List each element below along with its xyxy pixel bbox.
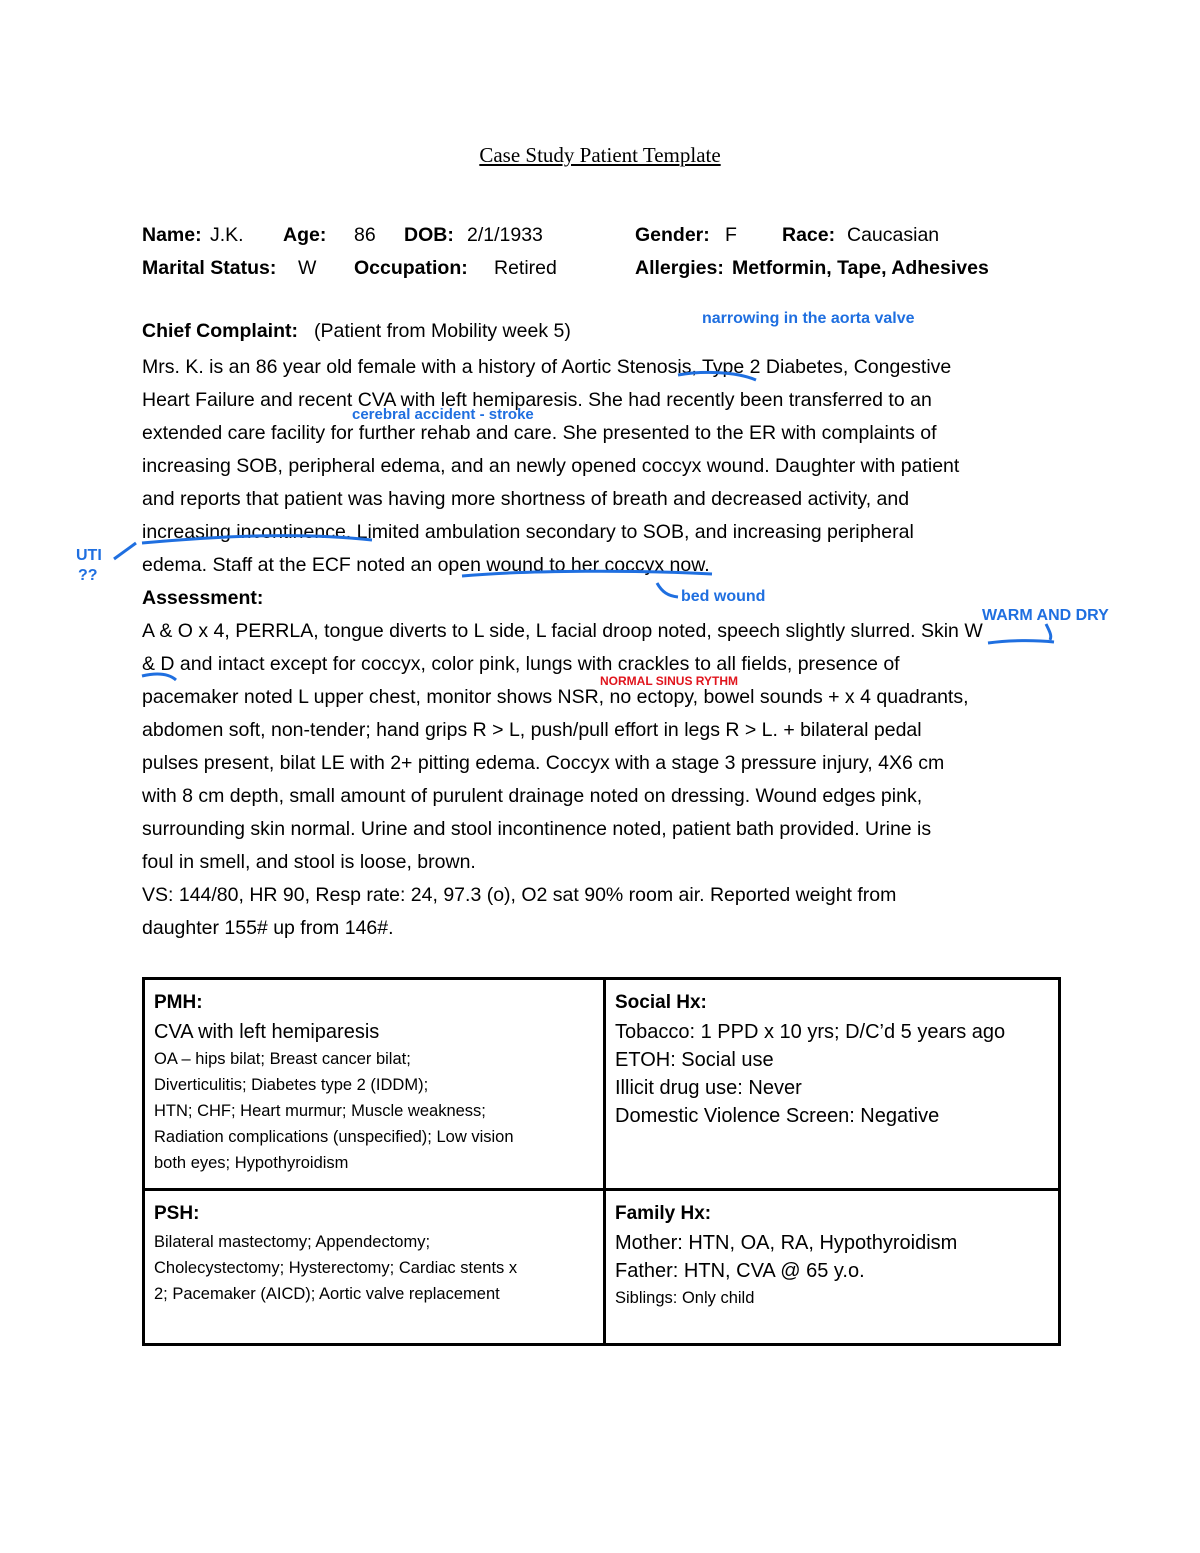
pmh-line: both eyes; Hypothyroidism xyxy=(154,1154,349,1172)
annotation-warm-dry: WARM AND DRY xyxy=(982,607,1109,624)
name-label: Name: xyxy=(142,224,202,246)
pmh-line: HTN; CHF; Heart murmur; Muscle weakness; xyxy=(154,1102,486,1120)
occupation-value: Retired xyxy=(494,257,557,279)
cc-line: increasing incontinence. Limited ambulation secondary to SOB, and increasing peripheral xyxy=(142,521,914,543)
pmh-line: Radiation complications (unspecified); Low vision xyxy=(154,1128,514,1146)
allergies-label: Allergies: xyxy=(635,257,724,279)
assessment-label: Assessment: xyxy=(142,587,264,609)
family-header: Family Hx: xyxy=(615,1203,712,1224)
race-value: Caucasian xyxy=(847,224,940,246)
assessment-line: pacemaker noted L upper chest, monitor shows NSR, no ectopy, bowel sounds + x 4 quadrants, xyxy=(142,686,969,708)
marital-value: W xyxy=(298,257,317,279)
assessment-line: abdomen soft, non-tender; hand grips R > L, push/pull effort in legs R > L. + bilateral pedal xyxy=(142,719,922,741)
arrow-uti xyxy=(114,543,136,559)
social-line: Illicit drug use: Never xyxy=(615,1077,802,1099)
occupation-label: Occupation: xyxy=(354,257,468,279)
assessment-line: A & O x 4, PERRLA, tongue diverts to L side, L facial droop noted, speech slightly slurred. Skin W xyxy=(142,620,983,642)
social-line: Tobacco: 1 PPD x 10 yrs; D/C’d 5 years ago xyxy=(615,1021,1006,1043)
age-label: Age: xyxy=(283,224,327,246)
social-line: Domestic Violence Screen: Negative xyxy=(615,1105,940,1127)
marital-label: Marital Status: xyxy=(142,257,277,279)
assessment-line: pulses present, bilat LE with 2+ pitting edema. Coccyx with a stage 3 pressure injury, 4X6 cm xyxy=(142,752,945,774)
assessment-line: with 8 cm depth, small amount of purulent drainage noted on dressing. Wound edges pink, xyxy=(142,785,923,807)
chief-complaint-label: Chief Complaint: xyxy=(142,320,298,342)
age-value: 86 xyxy=(354,224,376,246)
gender-value: F xyxy=(725,224,737,246)
arrow-warm-dry xyxy=(1046,624,1051,640)
family-mother: Mother: HTN, OA, RA, Hypothyroidism xyxy=(615,1232,958,1254)
psh-line: Cholecystectomy; Hysterectomy; Cardiac stents x xyxy=(154,1259,518,1277)
assessment-line: surrounding skin normal. Urine and stool incontinence noted, patient bath provided. Urine is xyxy=(142,818,932,840)
social-cell xyxy=(605,979,1060,1190)
arrow-bed-wound xyxy=(657,583,678,597)
dob-value: 2/1/1933 xyxy=(467,224,543,246)
cc-line: increasing SOB, peripheral edema, and an newly opened coccyx wound. Daughter with patient xyxy=(142,455,960,477)
assessment-line: foul in smell, and stool is loose, brown. xyxy=(142,851,476,873)
psh-header: PSH: xyxy=(154,1203,200,1224)
annotation-aorta: narrowing in the aorta valve xyxy=(702,310,915,327)
pmh-main: CVA with left hemiparesis xyxy=(154,1021,380,1043)
psh-line: Bilateral mastectomy; Appendectomy; xyxy=(154,1233,431,1251)
underline-skin xyxy=(988,641,1054,643)
cc-line: extended care facility for further rehab and care. She presented to the ER with complaints of xyxy=(142,422,937,444)
annotation-uti: UTI xyxy=(76,547,102,564)
cc-line: Heart Failure and recent CVA with left hemiparesis. She had recently been transferred to an xyxy=(142,389,932,411)
dob-label: DOB: xyxy=(404,224,454,246)
chief-complaint-note: (Patient from Mobility week 5) xyxy=(314,320,571,342)
cc-line: and reports that patient was having more shortness of breath and decreased activity, and xyxy=(142,488,910,510)
psh-cell xyxy=(144,1190,605,1345)
assessment-line: & D and intact except for coccyx, color pink, lungs with crackles to all fields, presence of xyxy=(142,653,900,675)
pmh-line: OA – hips bilat; Breast cancer bilat; xyxy=(154,1050,411,1068)
annotation-uti-question: ?? xyxy=(78,567,98,584)
history-table xyxy=(142,977,1061,1346)
assessment-line: daughter 155# up from 146#. xyxy=(142,917,394,939)
annotation-nsr: NORMAL SINUS RYTHM xyxy=(600,674,738,688)
page-title: Case Study Patient Template xyxy=(479,143,721,167)
allergies-value: Metformin, Tape, Adhesives xyxy=(732,257,989,279)
name-value: J.K. xyxy=(210,224,244,246)
gender-label: Gender: xyxy=(635,224,710,246)
race-label: Race: xyxy=(782,224,836,246)
family-father: Father: HTN, CVA @ 65 y.o. xyxy=(615,1260,865,1282)
pmh-header: PMH: xyxy=(154,992,203,1013)
annotation-bed-wound: bed wound xyxy=(681,588,766,605)
family-siblings: Siblings: Only child xyxy=(615,1289,755,1307)
psh-line: 2; Pacemaker (AICD); Aortic valve replacement xyxy=(154,1285,500,1303)
family-cell xyxy=(605,1190,1060,1345)
social-line: ETOH: Social use xyxy=(615,1049,774,1071)
pmh-line: Diverticulitis; Diabetes type 2 (IDDM); xyxy=(154,1076,429,1094)
assessment-line: VS: 144/80, HR 90, Resp rate: 24, 97.3 (o), O2 sat 90% room air. Reported weight from xyxy=(142,884,897,906)
cc-line: edema. Staff at the ECF noted an open wound to her coccyx now. xyxy=(142,554,710,576)
cc-line: Mrs. K. is an 86 year old female with a history of Aortic Stenosis, Type 2 Diabetes, Congestive xyxy=(142,356,952,378)
pmh-cell xyxy=(144,979,605,1190)
annotation-stroke: cerebral accident - stroke xyxy=(352,406,534,423)
social-header: Social Hx: xyxy=(615,992,707,1013)
